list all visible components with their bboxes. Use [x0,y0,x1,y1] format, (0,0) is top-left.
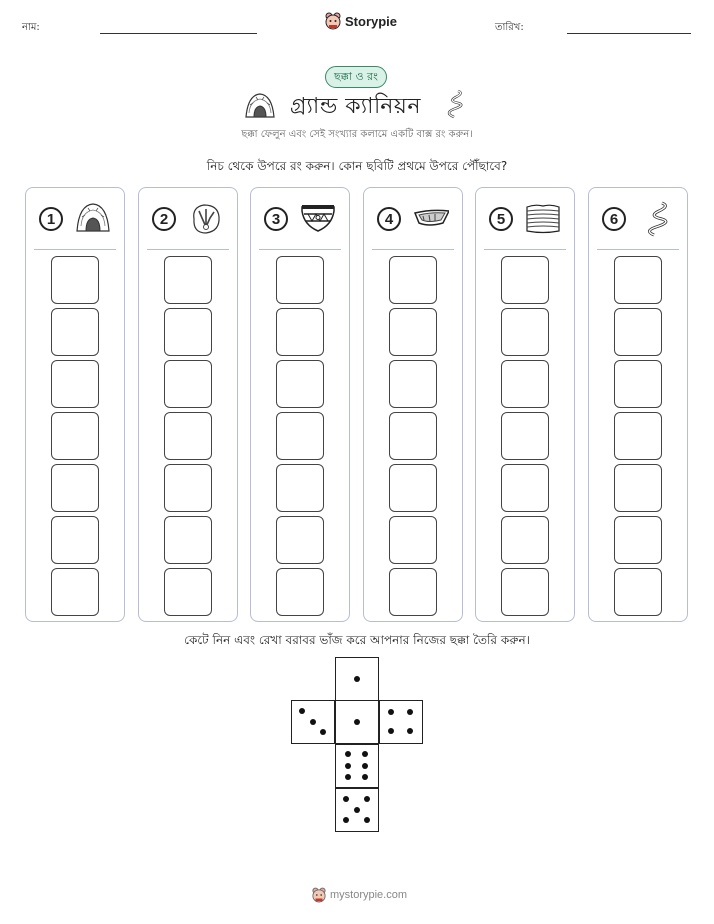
color-box[interactable] [501,568,549,616]
date-label: তারিখ: [495,22,524,33]
dice-face-5 [335,788,379,832]
column-divider [484,249,566,250]
dice-pip [345,774,351,780]
dice-pip [362,774,368,780]
dice-pip [345,751,351,757]
page-title: গ্র্যান্ড ক্যানিয়ন [290,94,421,119]
column-number: 5 [489,207,513,231]
column-header [34,202,116,236]
rock-layers-icon [525,201,561,237]
column-number: 1 [39,207,63,231]
cut-instruction: কেটে নিন এবং রেখা বরাবর ভাঁজ করে আপনার নিজের ছক্কা তৈরি করুন। [184,633,530,647]
dice-pip [299,708,305,714]
color-box[interactable] [276,516,324,564]
cave-icon [244,91,276,119]
column-number: 4 [377,207,401,231]
column-header [147,202,229,236]
color-box[interactable] [164,256,212,304]
storypie-mascot-icon [312,887,326,903]
column-header [259,202,341,236]
column-divider [34,249,116,250]
color-box[interactable] [51,412,99,460]
color-box[interactable] [164,464,212,512]
color-box[interactable] [389,516,437,564]
column-divider [147,249,229,250]
dice-face-3 [291,700,335,744]
pottery-icon [300,201,336,237]
color-box[interactable] [164,412,212,460]
color-box[interactable] [389,412,437,460]
cave-icon [75,201,111,237]
date-line[interactable] [567,33,691,34]
footprint-fossil-icon [188,201,224,237]
color-box[interactable] [501,464,549,512]
color-box[interactable] [51,568,99,616]
color-box[interactable] [389,256,437,304]
column-number: 3 [264,207,288,231]
dice-pip [388,709,394,715]
color-box[interactable] [51,308,99,356]
dice-face-6 [335,744,379,788]
dice-pip [407,709,413,715]
color-box[interactable] [276,308,324,356]
river-icon [638,201,674,237]
dice-pip [354,807,360,813]
column-number: 6 [602,207,626,231]
color-box[interactable] [501,308,549,356]
name-label: নাম: [22,22,40,33]
color-box[interactable] [164,568,212,616]
page-subtitle: ছক্কা ফেলুন এবং সেই সংখ্যার কলামে একটি বাক্স রং করুন। [241,129,473,140]
brand-name: Storypie [345,13,398,29]
dice-pip [364,817,370,823]
column-6 [588,187,688,622]
color-box[interactable] [389,308,437,356]
color-box[interactable] [276,464,324,512]
dice-face-4 [379,700,423,744]
column-header [597,202,679,236]
color-box[interactable] [501,412,549,460]
color-box[interactable] [276,412,324,460]
color-box[interactable] [501,256,549,304]
dice-pip [320,729,326,735]
column-number: 2 [152,207,176,231]
color-box[interactable] [614,308,662,356]
column-1 [25,187,125,622]
boat-icon [413,201,449,237]
color-box[interactable] [501,360,549,408]
dice-pip [343,796,349,802]
color-box[interactable] [614,516,662,564]
column-divider [372,249,454,250]
dice-pip [362,751,368,757]
color-box[interactable] [276,256,324,304]
color-box[interactable] [389,568,437,616]
column-3 [250,187,350,622]
column-5 [475,187,575,622]
dice-pip [388,728,394,734]
dice-pip [354,719,360,725]
dice-pip [310,719,316,725]
storypie-mascot-icon [325,12,341,30]
color-box[interactable] [276,360,324,408]
color-box[interactable] [614,256,662,304]
color-box[interactable] [51,516,99,564]
color-box[interactable] [164,516,212,564]
footer-site[interactable]: mystorypie.com [330,889,408,901]
dice-face-1 [335,700,379,744]
color-box[interactable] [389,464,437,512]
activity-badge: ছক্কা ও রং [325,66,387,88]
dice-pip [362,763,368,769]
column-2 [138,187,238,622]
river-icon [440,89,468,121]
color-box[interactable] [51,256,99,304]
color-box[interactable] [164,360,212,408]
color-box[interactable] [164,308,212,356]
color-box[interactable] [276,568,324,616]
column-header [484,202,566,236]
instruction-text: নিচ থেকে উপরে রং করুন। কোন ছবিটি প্রথমে উপরে পৌঁছাবে? [206,159,508,173]
footer [312,887,407,903]
column-header [372,202,454,236]
color-box[interactable] [389,360,437,408]
dice-pip [364,796,370,802]
color-box[interactable] [614,412,662,460]
dice-pip [345,763,351,769]
color-box[interactable] [614,464,662,512]
color-box[interactable] [51,464,99,512]
color-box[interactable] [614,568,662,616]
brand-logo [325,12,397,30]
dice-pip [407,728,413,734]
dice-pip [343,817,349,823]
color-box[interactable] [501,516,549,564]
column-4 [363,187,463,622]
name-line[interactable] [100,33,257,34]
dice-face-1 [335,657,379,701]
column-divider [259,249,341,250]
color-box[interactable] [51,360,99,408]
column-divider [597,249,679,250]
dice-pip [354,676,360,682]
color-box[interactable] [614,360,662,408]
